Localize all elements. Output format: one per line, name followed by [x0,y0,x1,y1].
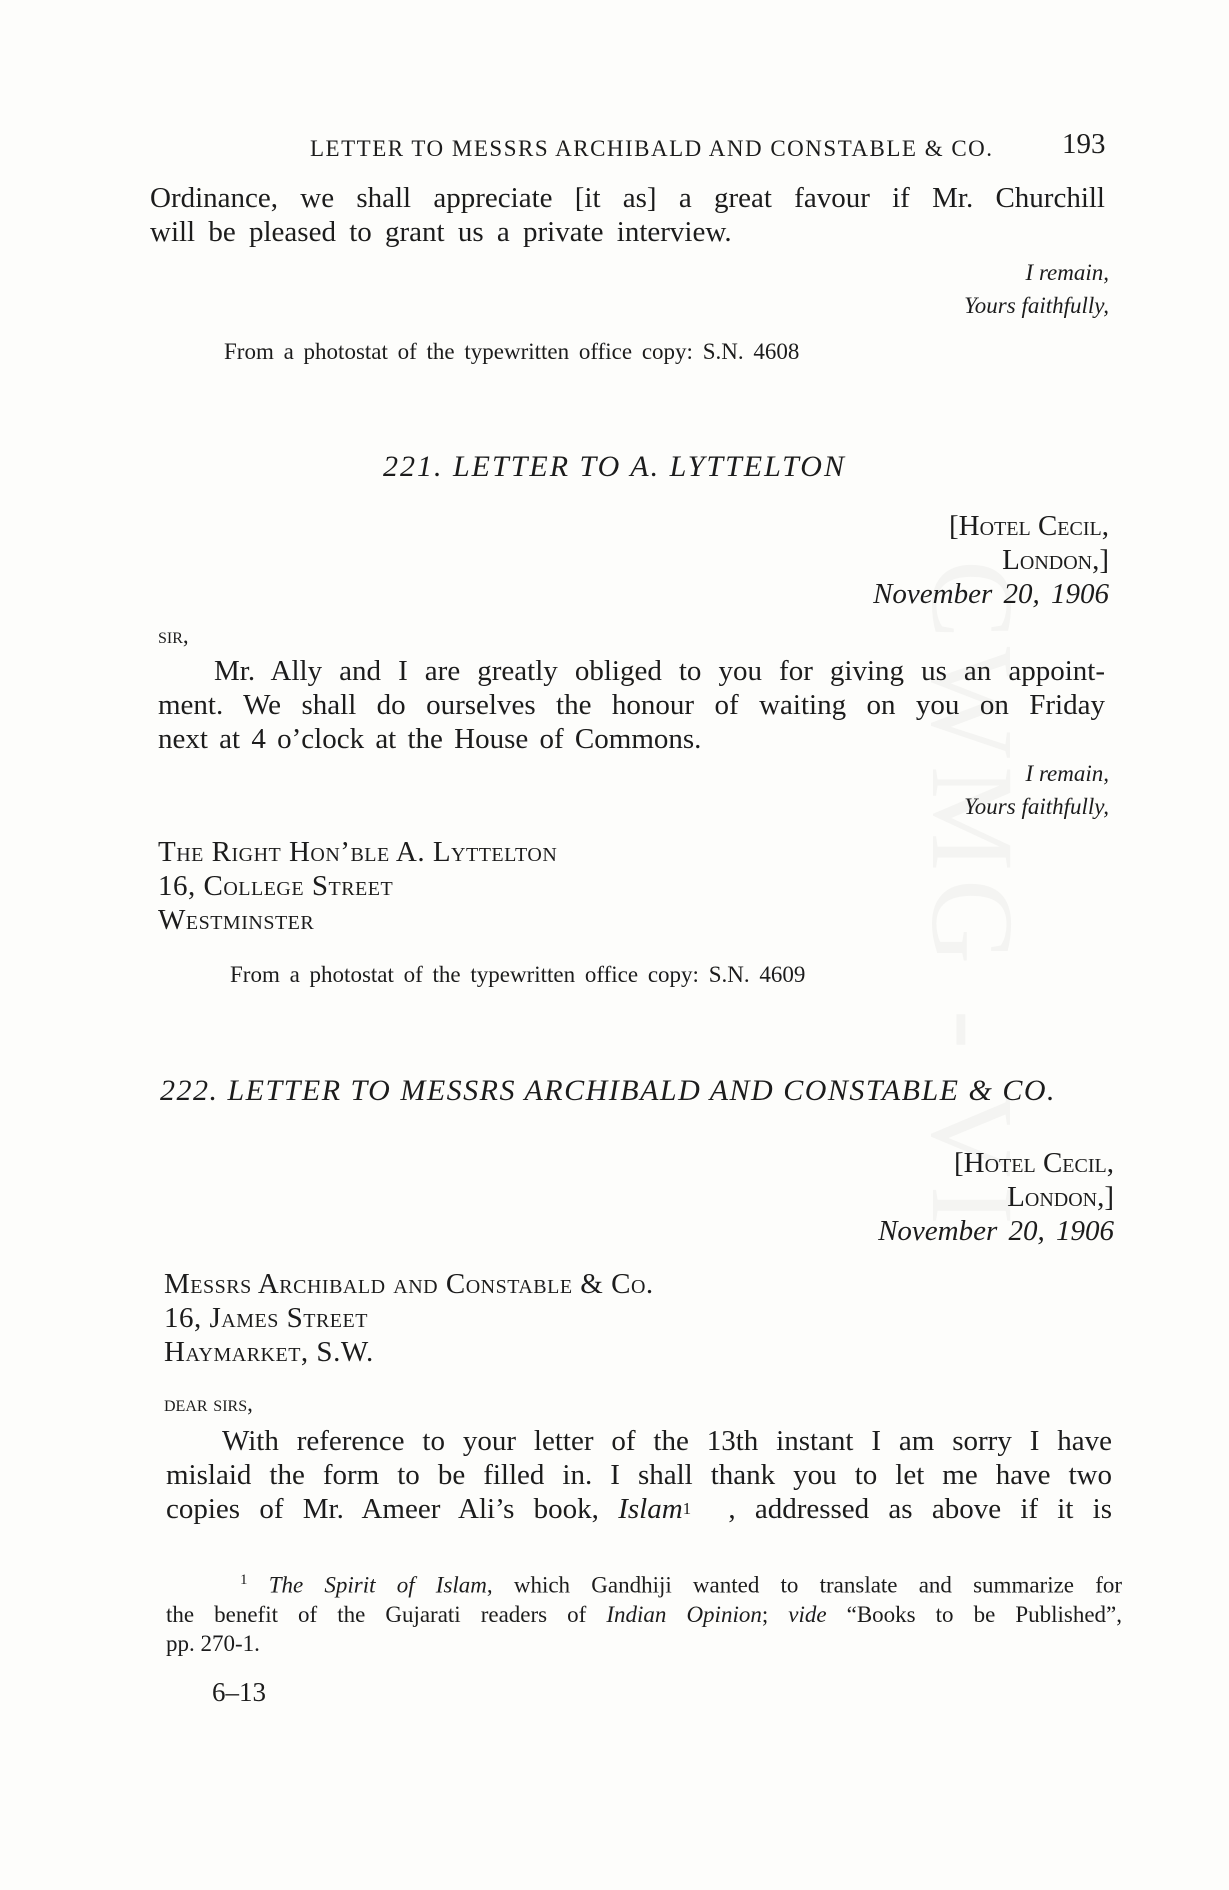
footnote [166,1566,1122,1658]
footnote-line: pp. 270-1. [166,1630,260,1656]
salutation: sir, [158,623,189,648]
letter-date: November 20, 1906 [873,578,1109,610]
address-line: [Hotel Cecil, [954,1147,1114,1179]
page-number: 193 [1062,128,1106,160]
recipient-line: 16, College Street [158,870,394,902]
closing-faithfully: Yours faithfully, [964,293,1109,318]
closing-faithfully: Yours faithfully, [964,794,1109,819]
source-note: From a photostat of the typewritten office copy: S.N. 4608 [224,339,800,364]
signature-mark: 6–13 [212,1677,266,1707]
paragraph-line: With reference to your letter of the 13th instant I am sorry I have [222,1425,1112,1457]
recipient-line: 16, James Street [164,1302,368,1334]
letter-title: 222. LETTER TO MESSRS ARCHIBALD AND CONSTABLE & CO. [160,1074,1057,1107]
address-line: London,] [1002,544,1109,576]
line-end: , addressed as above if it is [728,1493,1112,1525]
footnote-text: , which Gandhiji wanted to translate and summarize for [486,1572,1123,1598]
footnote-book-title: The Spirit of Islam [268,1572,487,1598]
recipient-line: Westminster [158,904,315,936]
recipient-line: Haymarket, S.W. [164,1336,374,1368]
closing-remain: I remain, [1025,761,1109,786]
footnote-ref: 1 [682,1499,692,1518]
paragraph-line: ment. We shall do ourselves the honour of waiting on you on Friday [158,689,1105,721]
salutation: dear sirs, [164,1391,253,1416]
address-line: [Hotel Cecil, [949,510,1109,542]
footnote-paper: Indian Opinion [606,1601,762,1627]
paragraph-line: mislaid the form to be filled in. I shall thank you to let me have two [166,1459,1112,1491]
address-line: London,] [1007,1181,1114,1213]
paragraph-line: next at 4 o’clock at the House of Commons. [158,723,702,755]
paragraph-line [166,1492,1112,1526]
footnote-text: the benefit of the Gujarati readers of [166,1601,607,1627]
footnote-vide: vide [788,1601,827,1627]
line-start: copies of Mr. Ameer Ali’s book, [166,1493,619,1525]
paragraph-line: Mr. Ally and I are greatly obliged to you for giving us an appoint- [214,655,1105,687]
recipient-line: The Right Hon’ble A. Lyttelton [158,836,558,868]
letter-date: November 20, 1906 [878,1215,1114,1247]
book-title: Islam [618,1493,683,1525]
source-note: From a photostat of the typewritten office copy: S.N. 4609 [230,962,806,987]
footnote-line [166,1566,1122,1600]
line-text [166,1492,1112,1526]
recipient-line: Messrs Archibald and Constable & Co. [164,1268,654,1300]
closing-remain: I remain, [1025,260,1109,285]
footnote-text: “Books to be Published”, [826,1601,1123,1627]
footnote-marker: 1 [240,1572,248,1588]
letter-title: 221. LETTER TO A. LYTTELTON [383,450,846,483]
paragraph-line: Ordinance, we shall appreciate [it as] a great favour if Mr. Churchill [150,182,1105,214]
footnote-line [166,1600,1122,1629]
running-header: LETTER TO MESSRS ARCHIBALD AND CONSTABLE & CO. [310,136,994,161]
paragraph-line: will be pleased to grant us a private interview. [150,216,732,248]
footnote-text: ; [761,1601,789,1627]
